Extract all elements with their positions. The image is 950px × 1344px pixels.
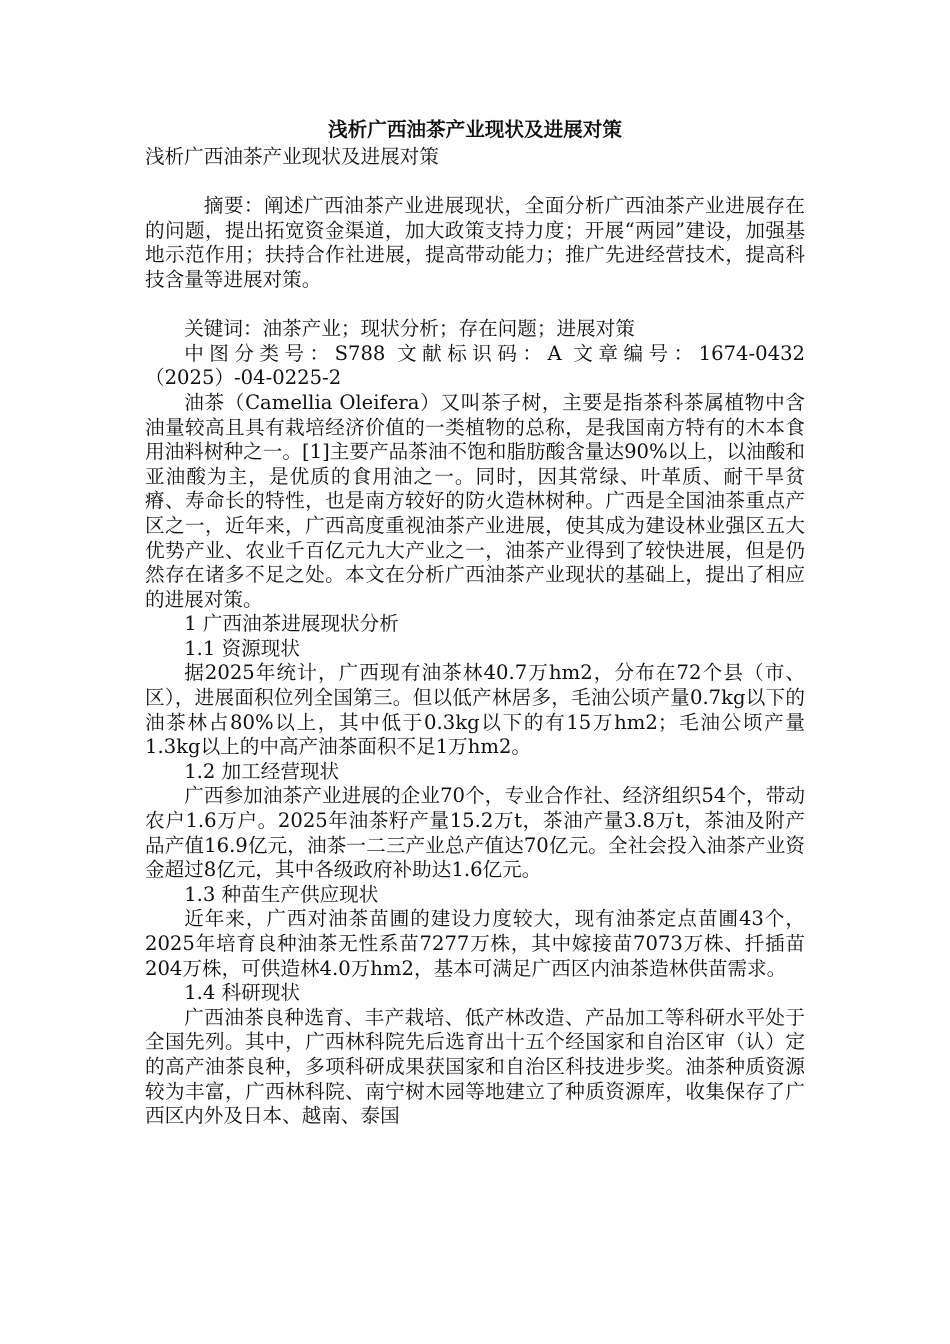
- section-1-heading: 1 广西油茶进展现状分析: [184, 612, 399, 636]
- document-page: [145, 118, 805, 1129]
- keywords-line: 关键词：油茶产业；现状分析；存在问题；进展对策: [184, 317, 635, 341]
- section-1-2-heading: 1.2 加工经营现状: [184, 759, 340, 783]
- section-1-2-paragraph: 广西参加油茶产业进展的企业70个，专业合作社、经济组织54个，带动农户1.6万户。2025年油茶籽产量15.2万t，茶油产量3.8万t，茶油及附产品产值16.9亿元，油茶一二三产业总产值达70亿元。全社会投入油茶产业资金超过8亿元，其中各级政府补助达1.6亿元。: [145, 784, 805, 882]
- document-subtitle: 浅析广西油茶产业现状及进展对策: [145, 145, 439, 168]
- intro-paragraph: 油茶（Camellia Oleifera）又叫茶子树，主要是指茶科茶属植物中含油量较高且具有栽培经济价值的一类植物的总称，是我国南方特有的木本食用油料树种之一。[1]主要产品茶油不饱和脂肪酸含量达90%以上，以油酸和亚油酸为主，是优质的食用油之一。同时，因其常绿、叶革质、耐干旱贫瘠、寿命长的特性，也是南方较好的防火造林树种。广西是全国油茶重点产区之一，近年来，广西高度重视油茶产业进展，使其成为建设林业强区五大优势产业、农业千百亿元九大产业之一，油茶产业得到了较快进展，但是仍然存在诸多不足之处。本文在分析广西油茶产业现状的基础上，提出了相应的进展对策。: [145, 390, 805, 611]
- section-1-3-paragraph: 近年来，广西对油茶苗圃的建设力度较大，现有油茶定点苗圃43个，2025年培育良种油茶无性系苗7277万株，其中嫁接苗7073万株、扦插苗204万株，可供造林4.0万hm2，基本可满足广西区内油茶造林供苗需求。: [145, 907, 805, 980]
- section-1-3-heading: 1.3 种苗生产供应现状: [184, 882, 379, 906]
- section-1-1-paragraph: 据2025年统计，广西现有油茶林40.7万hm2，分布在72个县（市、区），进展面积位列全国第三。但以低产林居多，毛油公顷产量0.7kg以下的油茶林占80%以上，其中低于0.3kg以下的有15万hm2；毛油公顷产量1.3kg以上的中高产油茶面积不足1万hm2。: [145, 661, 805, 759]
- blank-line: [145, 170, 805, 195]
- section-1-4-heading: 1.4 科研现状: [184, 981, 300, 1005]
- blank-line: [145, 293, 805, 318]
- abstract-paragraph: 摘要：阐述广西油茶产业进展现状，全面分析广西油茶产业进展存在的问题，提出拓宽资金渠道，加大政策支持力度；开展“两园”建设，加强基地示范作用；扶持合作社进展，提高带动能力；推广先进经营技术，提高科技含量等进展对策。: [145, 194, 805, 291]
- section-1-4-paragraph: 广西油茶良种选育、丰产栽培、低产林改造、产品加工等科研水平处于全国先列。其中，广西林科院先后选育出十五个经国家和自治区审（认）定的高产油茶良种，多项科研成果获国家和自治区科技进步奖。油茶种质资源较为丰富，广西林科院、南宁树木园等地建立了种质资源库，收集保存了广西区内外及日本、越南、泰国: [145, 1005, 805, 1128]
- section-1-1-heading: 1.1 资源现状: [184, 636, 300, 660]
- document-title: 浅析广西油茶产业现状及进展对策: [328, 118, 622, 141]
- classification-line: 中图分类号：S788 文献标识码：A 文章编号：1674-0432（2025）-04-0225-2: [145, 341, 805, 390]
